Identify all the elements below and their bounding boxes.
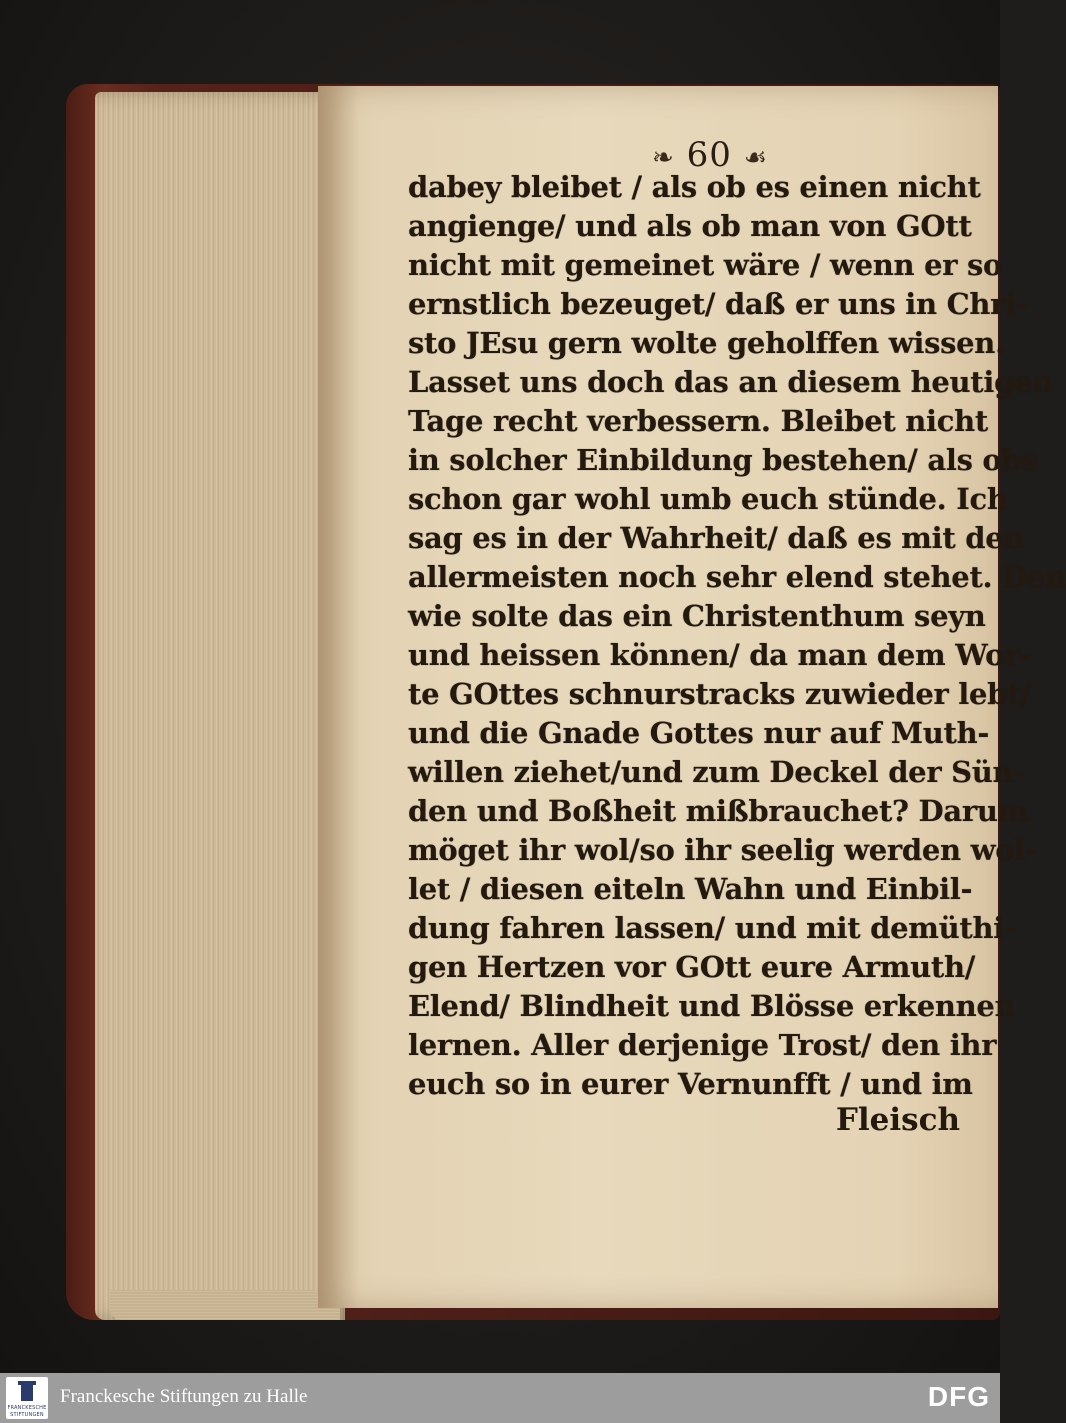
catchword: Fleisch [835, 1102, 960, 1138]
text-line: und heissen können/ da man dem Wor- [408, 638, 1031, 672]
text-line: te GOttes schnurstracks zuwieder lebt/ [408, 677, 1031, 711]
text-line: in solcher Einbildung bestehen/ als obs [408, 443, 1038, 477]
text-line: Lasset uns doch das an diesem heutigen [408, 365, 1054, 399]
logo-caption-1: FRANCKESCHE [7, 1405, 47, 1411]
text-line: möget ihr wol/so ihr seelig werden wol- [408, 833, 1037, 867]
text-line: dung fahren lassen/ und mit demüthi- [408, 911, 1016, 945]
text-line: allermeisten noch sehr elend stehet. Den [408, 560, 1066, 594]
page-number-value: 60 [686, 135, 732, 175]
text-line: Tage recht verbessern. Bleibet nicht [408, 404, 989, 438]
text-line: wie solte das ein Christenthum seyn [408, 599, 986, 633]
viewer-footer [0, 1373, 1000, 1423]
dfg-logo[interactable]: DFG [927, 1381, 990, 1412]
page-stack-bottom [110, 1290, 340, 1320]
ornament-right-icon: ☙ [743, 143, 768, 173]
franckesche-stiftungen-logo-icon[interactable] [6, 1377, 48, 1419]
text-line: euch so in eurer Vernunfft / und im [408, 1067, 973, 1101]
text-line: schon gar wohl umb euch stünde. Ich [408, 482, 1008, 516]
text-line: let / diesen eiteln Wahn und Einbil- [408, 872, 973, 906]
logo-tower [21, 1383, 33, 1401]
ornament-left-icon: ❧ [652, 143, 675, 173]
text-line: nicht mit gemeinet wäre / wenn er so [408, 248, 1003, 282]
text-line: gen Hertzen vor GOtt eure Armuth/ [408, 950, 976, 984]
text-line: willen ziehet/und zum Deckel der Sün- [408, 755, 1026, 789]
text-line: lernen. Aller derjenige Trost/ den ihr [408, 1028, 997, 1062]
page-text [408, 168, 1066, 1104]
text-line: den und Boßheit mißbrauchet? Darum [408, 794, 1029, 828]
text-line: sto JEsu gern wolte geholffen wissen. [408, 326, 1005, 360]
text-line: und die Gnade Gottes nur auf Muth- [408, 716, 990, 750]
page-stack-edges [95, 92, 345, 1320]
text-line: dabey bleibet / als ob es einen nicht [408, 170, 981, 204]
logo-caption-2: STIFTUNGEN [10, 1412, 44, 1418]
text-line: ernstlich bezeuget/ daß er uns in Chri- [408, 287, 1028, 321]
institution-name[interactable]: Franckesche Stiftungen zu Halle [60, 1386, 308, 1407]
text-line: sag es in der Wahrheit/ daß es mit den [408, 521, 1025, 555]
text-line: Elend/ Blindheit und Blösse erkennen [408, 989, 1016, 1023]
text-line: angienge/ und als ob man von GOtt [408, 209, 972, 243]
